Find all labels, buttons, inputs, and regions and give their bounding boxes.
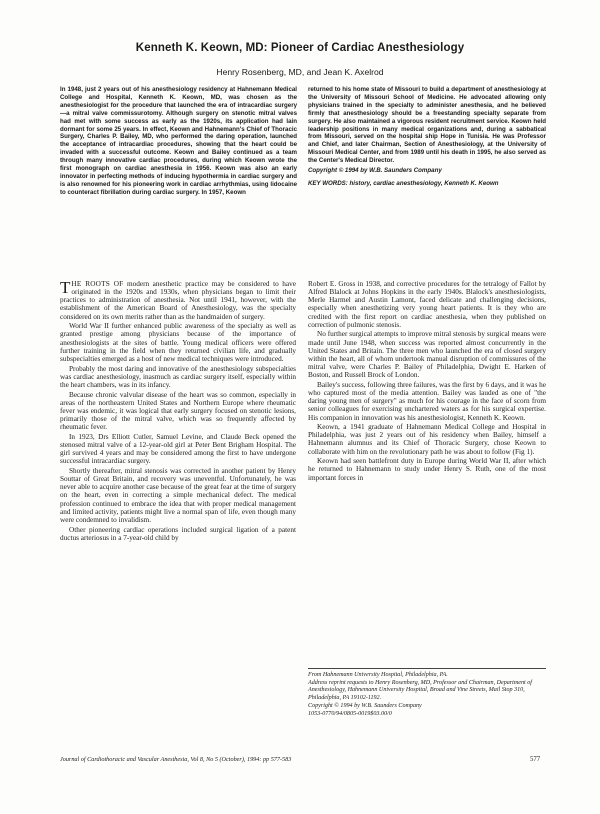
body-paragraph: Keown, a 1941 graduate of Hahnemann Medical College and Hospital in Philadelphia, was just 2 years out of his residency when Bailey, himself a Hahnemann alumnus and its Chief of Thoracic Surgery, chose Keown to collaborate with him on the revolutionary path he was about to follow (Fig 1). bbox=[308, 423, 546, 456]
keywords bbox=[308, 180, 546, 188]
body-paragraph: No further surgical attempts to improve mitral stenosis by surgical means were made until June 1948, when success was reported almost concurrently in the United States and Britain. The three men who launched the era of closed surgery within the heart, all of whom undertook manual disruption of commissures of the mitral valve, were Charles P. Bailey of Philadelphia, Dwight E. Harken of Boston, and Russell Brock of London. bbox=[308, 330, 546, 380]
paragraph-text: modern anesthetic practice may be considered to have originated in the 1920s and 1930s, when physicians began to limit their practices to administration of anesthesia. Not until 1941, however, with the establishment of the American Board of Anesthesiology, was the specialty considered on its own merits rather than as the handmaiden of surgery. bbox=[60, 280, 296, 321]
footnote-divider bbox=[308, 668, 546, 669]
body-paragraph: Shortly thereafter, mitral stenosis was corrected in another patient by Henry Souttar of Great Britain, and recovery was uneventful. Unfortunately, he was never able to acquire another case because of the great fear at the time of surgery on the heart, even in correcting a simple mechanical defect. The medical profession continued to embrace the idea that with proper medical management and limited activity, patients might live a normal span of life, even though many were condemned to invalidism. bbox=[60, 466, 296, 524]
reprint-address: Address reprint requests to Henry Rosenberg, MD, Professor and Chairman, Department of Anesthesiology, Hahnemann University Hospital, Broad and Vine Streets, Mail Stop 310, Philadelphia, PA 19102-1192. bbox=[308, 680, 532, 701]
article-code: 1053-0770/94/0805-0019$03.00/0 bbox=[308, 711, 392, 718]
affiliation-footnote bbox=[308, 672, 546, 719]
body-paragraph: World War II further enhanced public awareness of the specialty as well as granted prestige among physicians because of the importance of anesthesiologists at the sites of battle. Young medical officers were offered further training in the field when they returned civilian life, and gradually subspecialties emerged as a host of new medical techniques were introduced. bbox=[60, 322, 296, 363]
body-paragraph: Other pioneering cardiac operations included surgical ligation of a patent ductus arteriosus in a 7-year-old child by bbox=[60, 525, 296, 542]
body-paragraph: Because chronic valvular disease of the heart was so common, especially in areas of the northeastern United States and Northern Europe where rheumatic fever was endemic, it was logical that early surgery focused on stenotic lesions, primarily those of the mitral valve, which was so frequently affected by rheumatic fever. bbox=[60, 390, 296, 432]
lead-in: HE ROOTS OF bbox=[71, 280, 124, 288]
body-paragraph: Robert E. Gross in 1938, and corrective procedures for the tetralogy of Fallot by Alfred Blalock at Johns Hopkins in the early 1940s. Blalock's anesthesiologists, Merle Harmel and Austin Lamont, faced delicate and challenging decisions, especially when anesthetizing very young heart patients. It is they who are credited with the first report on cardiac anesthesia, when they published on correction of pulmonic stenosis. bbox=[308, 280, 546, 329]
abstract-left-column bbox=[60, 86, 297, 197]
body-right-column bbox=[308, 280, 546, 483]
author-line: Henry Rosenberg, MD, and Jean K. Axelrod bbox=[216, 67, 384, 77]
body-paragraph: Probably the most daring and innovative of the anesthesiology subspecialties was cardiac anesthesiology, inasmuch as cardiac surgery itself, especially within the heart chambers, was in its infancy. bbox=[60, 364, 296, 389]
journal-citation: Journal of Cardiothoracic and Vascular Anesthesia, Vol 8, No 5 (October), 1994: pp 577-583 bbox=[60, 756, 292, 763]
keywords-list: history, cardiac anesthesiology, Kenneth K. Keown bbox=[349, 179, 499, 187]
abstract-copyright: Copyright © 1994 by W.B. Saunders Company bbox=[308, 167, 442, 175]
body-paragraph: Bailey's success, following three failures, was the first by 6 days, and it was he who captured most of the media attention. Bailey was lauded as one of "the daring young men of surgery" as much for his courage in the face of scorn from senior colleagues for exercising unchartered waters as for his surgical expertise. His companion in innovation was his anesthesiologist, Kenneth K. Keown. bbox=[308, 380, 546, 422]
body-paragraph: In 1923, Drs Elliott Cutler, Samuel Levine, and Claude Beck opened the stenosed mitral valve of a 12-year-old girl at Peter Bent Brigham Hospital. The girl survived 4 years and may be considered among the first to have undergone successful intracardiac surgery. bbox=[60, 432, 296, 466]
page-number: 577 bbox=[530, 756, 541, 763]
body-left-column bbox=[60, 280, 296, 543]
body-paragraph bbox=[60, 280, 296, 321]
article-title: Kenneth K. Keown, MD: Pioneer of Cardiac Anesthesiology bbox=[135, 42, 465, 54]
abstract-text-part-2: returned to his home state of Missouri to build a department of anesthesiology at the University of Missouri School of Medicine. He advocated allowing only physicians trained in the specialty to administer anesthesia, and he believed firmly that anesthesiology should be a freestanding specialty separate from surgery. He also maintained a vigorous resident recruitment service. Keown held leadership positions in many medical organizations and, during a sabbatical from Missouri, served on the hospital ship Hope in Tunisia. He was Professor and Chief, and later Chairman, Section of Anesthesiology, at the University of Missouri Medical Center, and from 1989 until his death in 1995, he also served as the Center's Medical Director. bbox=[308, 86, 546, 165]
affiliation-from: From Hahnemann University Hospital, Philadelphia, PA. bbox=[308, 672, 448, 678]
body-paragraph: Keown had seen battlefront duty in Europe during World War II, after which he returned to Hahnemann to study under Henry S. Ruth, one of the most important forces in bbox=[308, 457, 546, 482]
abstract-text-part-1: In 1948, just 2 years out of his anesthesiology residency at Hahnemann Medical College and Hospital, Kenneth K. Keown, MD, was chosen as the anesthesiologist for the procedure that launched the era of intracardiac surgery—a mitral valve commissurotomy. Although surgery on stenotic mitral valves had met with some success as early as the 1920s, its application had lain dormant for some 25 years. In effect, Keown and Hahnemann's Chief of Thoracic Surgery, Charles P. Bailey, MD, who performed the daring operation, launched the acceptance of intracardiac procedures, showing that the heart could be invaded with a successful outcome. Keown and Bailey continued as a team through many innovative cardiac procedures, during which Keown wrote the first monograph on cardiac anesthesia in 1956. Keown was also an early innovator in perfecting methods of inducing hypothermia in cardiac surgery and is also renowned for his pioneering work in cardiac arrhythmias, using lidocaine to counteract fibrillation during cardiac surgery. In 1957, Keown bbox=[60, 86, 297, 196]
footnote-copyright: Copyright © 1994 by W.B. Saunders Company bbox=[308, 702, 422, 709]
drop-cap: T bbox=[60, 278, 71, 297]
keywords-label: KEY WORDS: bbox=[308, 179, 348, 187]
abstract-right-column bbox=[308, 86, 546, 188]
